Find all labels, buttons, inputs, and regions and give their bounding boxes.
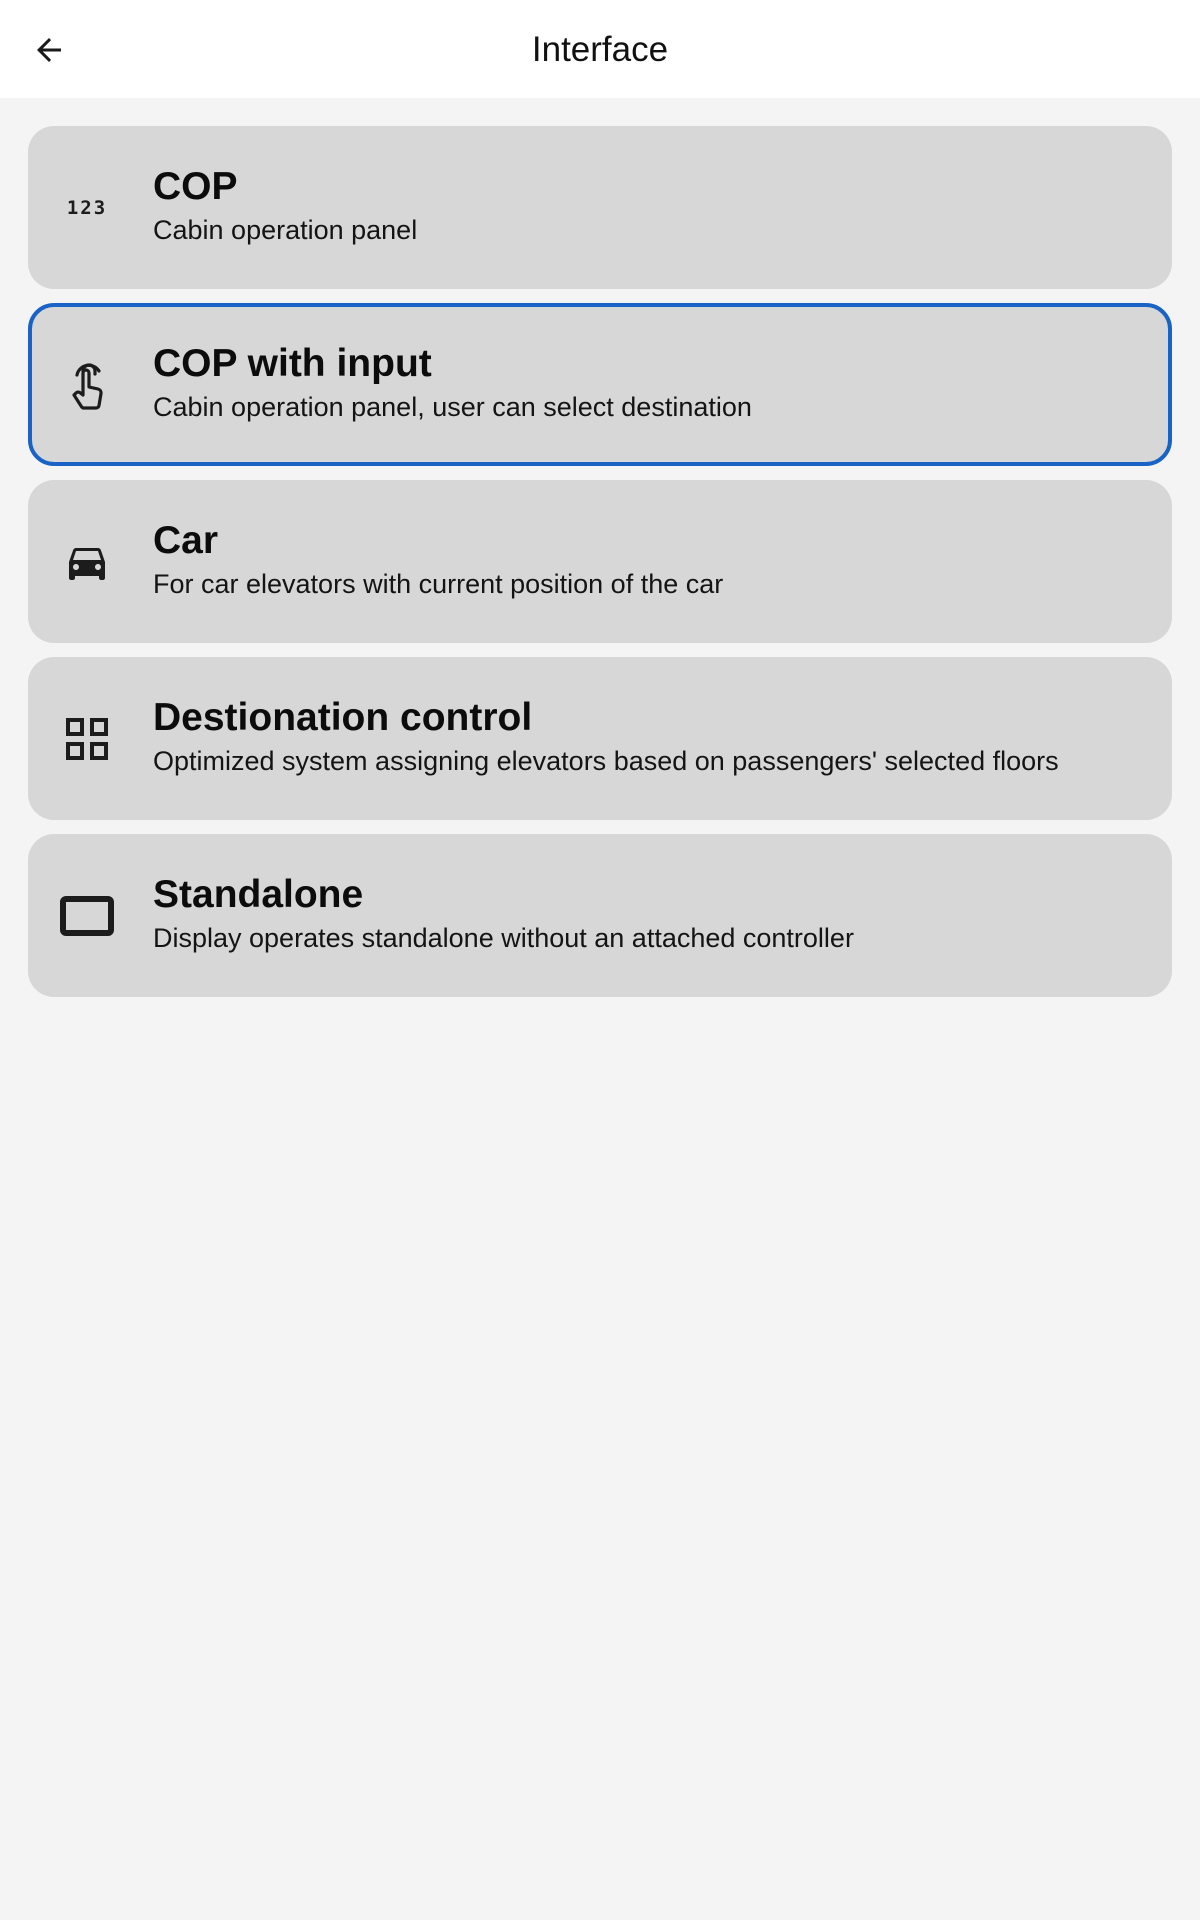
top-app-bar bbox=[0, 0, 1200, 98]
option-text bbox=[153, 695, 1152, 779]
numbers-123-icon-text: 123 bbox=[66, 196, 108, 219]
option-subtitle: Optimized system assigning elevators based on passengers' selected floors bbox=[153, 746, 1059, 776]
option-title: Standalone bbox=[153, 873, 364, 916]
option-title: COP bbox=[153, 165, 238, 208]
option-subtitle: Display operates standalone without an attached controller bbox=[153, 923, 854, 953]
numbers-123-icon bbox=[56, 177, 118, 239]
option-car[interactable] bbox=[28, 480, 1172, 643]
option-standalone[interactable] bbox=[28, 834, 1172, 997]
car-icon bbox=[56, 531, 118, 593]
option-text bbox=[153, 341, 1148, 425]
option-subtitle: Cabin operation panel bbox=[153, 215, 418, 245]
option-title: Car bbox=[153, 519, 219, 562]
touch-hand-icon bbox=[56, 354, 118, 416]
option-destination-control[interactable] bbox=[28, 657, 1172, 820]
option-title: Destionation control bbox=[153, 696, 533, 739]
option-text bbox=[153, 164, 1152, 248]
option-subtitle: Cabin operation panel, user can select destination bbox=[153, 392, 752, 422]
tablet-icon bbox=[56, 885, 118, 947]
option-subtitle: For car elevators with current position of the car bbox=[153, 569, 724, 599]
option-cop[interactable] bbox=[28, 126, 1172, 289]
grid-view-icon bbox=[56, 708, 118, 770]
interface-options-list bbox=[28, 126, 1172, 1011]
option-text bbox=[153, 872, 1152, 956]
option-text bbox=[153, 518, 1152, 602]
page-title: Interface bbox=[531, 30, 669, 69]
option-cop-with-input[interactable] bbox=[28, 303, 1172, 466]
option-title: COP with input bbox=[153, 342, 432, 385]
